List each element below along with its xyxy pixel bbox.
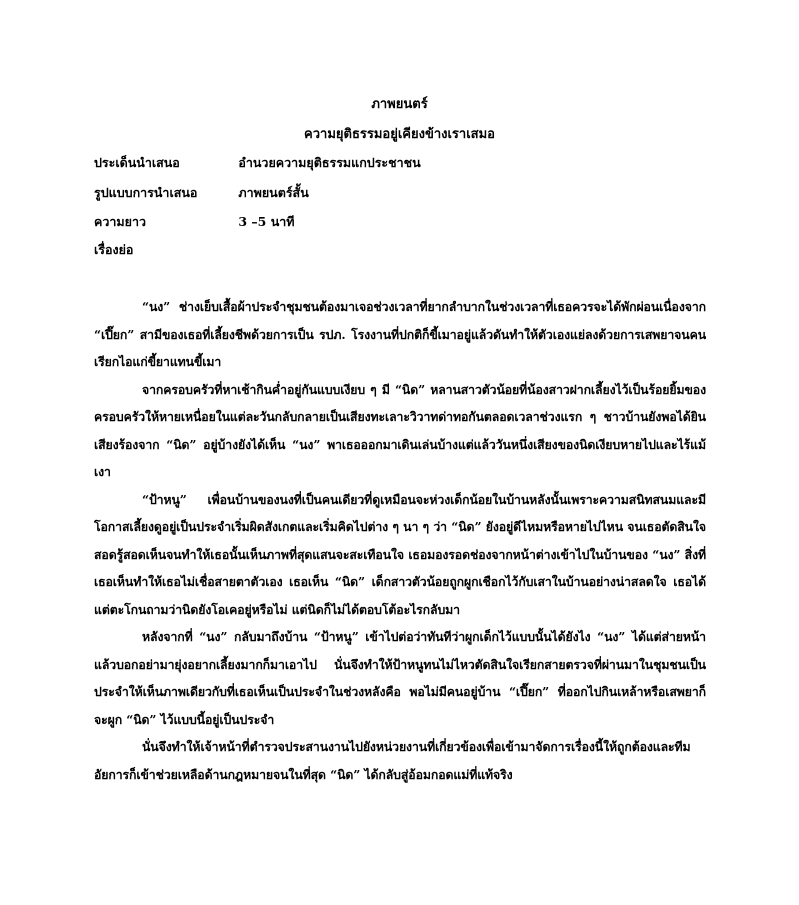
- synopsis-paragraph: นั่นจึงทำให้เจ้าหน้าที่ตำรวจประสานงานไปยังหน่วยงานที่เกี่ยวข้องเพื่อเข้ามาจัดการเรื่องนี้ให้ถูกต้องและทีมอัยการก็เข้าช่วยเหลือด้านกฎหมายจนในที่สุด “นิด” ได้กลับสู่อ้อมกอดแม่ที่แท้จริง: [94, 739, 691, 782]
- meta-row-duration: [94, 213, 714, 231]
- meta-label: ความยาว: [94, 214, 147, 229]
- synopsis-paragraph: จากครอบครัวที่หาเช้ากินค่ำอยู่กันแบบเงียบ ๆ มี “นิด” หลานสาวตัวน้อยที่น้องสาวฝากเลี้ยงไว้เป็นร้อยยิ้มของครอบครัวให้หายเหนื่อยในแต่ละวันกลับกลายเป็นเสียงทะเลาะวิวาทด่าทอกันตลอดเวลาช่วงแรก ๆ ชาวบ้านยังพอได้ยินเสียงร้องจาก “นิด” อยู่บ้างยังได้เห็น “นง” พาเธอออกมาเดินเล่นบ้างแต่แล้ววันหนึ่งเสียงของนิดเงียบหายไปและไร้แม้เงา: [94, 381, 706, 479]
- synopsis-body: [94, 293, 706, 788]
- meta-label: รูปแบบการนำเสนอ: [94, 185, 198, 200]
- synopsis-label: เรื่องย่อ: [94, 242, 134, 257]
- meta-value: ภาพยนตร์สั้น: [238, 185, 309, 200]
- meta-label: ประเด็นนำเสนอ: [94, 155, 180, 170]
- synopsis-paragraph: “ป้าหนู” เพื่อนบ้านของนงที่เป็นคนเดียวที่ดูเหมือนจะห่วงเด็กน้อยในบ้านหลังนั้นเพราะความสนิทสนมและมีโอกาสเลี้ยงดูอยู่เป็นประจำเริ่มผิดสังเกตและเริ่มคิดไปต่าง ๆ นา ๆ ว่า “นิด” ยังอยู่ดีไหมหรือหายไปไหน จนเธอตัดสินใจสอดรู้สอดเห็นจนทำให้เธอนั้นเห็นภาพที่สุดแสนจะสะเทือนใจ เธอมองรอดช่องจากหน้าต่างเข้าไปในบ้านของ “นง” สิ่งที่เธอเห็นทำให้เธอไม่เชื่อสายตาตัวเอง เธอเห็น “นิด” เด็กสาวตัวน้อยถูกผูกเชือกไว้กับเสาในบ้านอย่างน่าสลดใจ เธอได้แต่ตะโกนถามว่านิดยังโอเคอยู่หรือไม่ แต่นิดก็ไม่ได้ตอบโต้อะไรกลับมา: [94, 491, 706, 617]
- document-subheading: ความยุติธรรมอยู่เคียงข้างเราเสมอ: [304, 127, 495, 142]
- meta-row-format: [94, 184, 714, 202]
- meta-value: 3 –5 นาที: [238, 214, 295, 229]
- synopsis-paragraph: “นง” ช่างเย็บเสื้อผ้าประจำชุมชนต้องมาเจอช่วงเวลาที่ยากลำบากในช่วงเวลาที่เธอควรจะได้พักผ่อนเนื่องจาก “เปี๊ยก” สามีของเธอที่เลี้ยงชีพด้วยการเป็น รปภ. โรงงานที่ปกติก็ขี้เมาอยู่แล้วดันทำให้ตัวเองแย่ลงด้วยการเสพยาจนคนเรียกไอแก่ขี้ยาแทนขี้เมา: [94, 299, 706, 369]
- meta-value: อำนวยความยุติธรรมแกประชาชน: [238, 155, 421, 170]
- synopsis-paragraph: หลังจากที่ “นง” กลับมาถึงบ้าน “ป้าหนู” เข้าไปต่อว่าทันทีว่าผูกเด็กไว้แบบนั้นได้ยังไง “นง” ได้แต่ส่ายหน้าแล้วบอกอย่ามายุ่งอยากเลี้ยงมากก็มาเอาไป นั่นจึงทำให้ป้าหนูทนไม่ไหวตัดสินใจเรียกสายตรวจที่ผ่านมาในชุมชนเป็นประจำให้เห็นภาพเดียวกับที่เธอเห็นเป็นประจำในช่วงหลังคือ พอไม่มีคนอยู่บ้าน “เปี๊ยก” ที่ออกไปกินเหล้าหรือเสพยาก็จะผูก “นิด” ไว้แบบนี้อยู่เป็นประจำ: [94, 629, 706, 727]
- document-heading: ภาพยนตร์: [371, 97, 428, 112]
- meta-row-topic: [94, 154, 714, 172]
